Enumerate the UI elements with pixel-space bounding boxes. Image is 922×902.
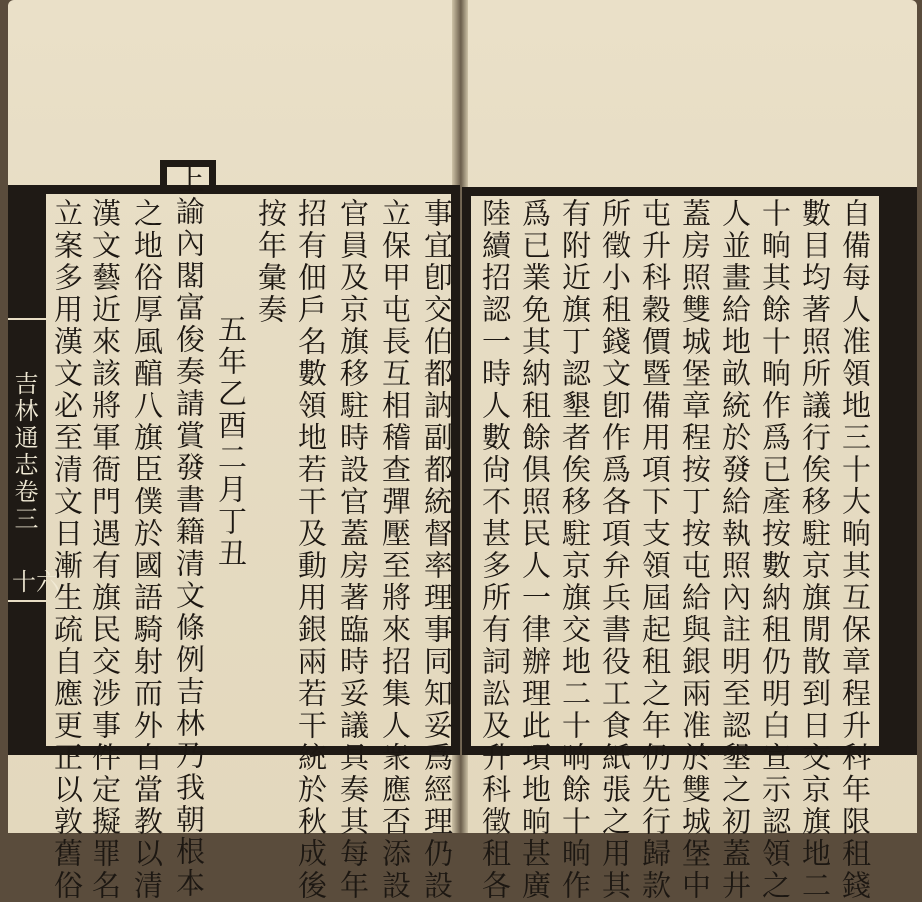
right-col-5: 蓋房照雙城堡章程按丁按屯給與銀兩准於雙城堡中 <box>678 198 712 902</box>
right-col-8: 有附近旗丁認墾者俟移駐京旗交地二十晌餘十晌作 <box>558 198 592 902</box>
left-col-8: 之地俗厚風醕八旗臣僕於國語騎射而外自當教以清 <box>130 198 164 902</box>
book-title-band: 吉林通志卷三 <box>10 371 38 533</box>
fish-tail-bottom <box>8 600 46 616</box>
left-col-3: 官員及京旗移駐時設官蓋房著臨時妥議具奏其每年 <box>336 198 370 902</box>
right-col-4: 人並畫給地畝統於發給執照內註明至認墾之初蓋井 <box>718 198 752 902</box>
left-col-2: 立保甲屯長互相稽查彈壓至將來招集人衆應否添設 <box>378 198 412 902</box>
left-col-10: 立案多用漢文必至清文日漸生疏自應更正以敦舊俗 <box>50 198 84 902</box>
right-col-1: 自備每人准領地三十大晌其互保章程升科年限租錢 <box>838 198 872 902</box>
left-col-1: 事宜卽交伯都訥副都統督率理事同知妥爲經理仍設 <box>420 198 454 902</box>
right-col-6: 屯升科穀價暨備用項下支領屆起租之年仍先行歸款 <box>638 198 672 902</box>
right-col-10: 陸續招認一時人數尙不甚多所有詞訟及升科徵租各 <box>478 198 512 902</box>
right-col-7: 所徵小租錢文卽作爲各項弁兵書役工食紙張之用其 <box>598 198 632 902</box>
right-col-3: 十晌其餘十晌作爲已產按數納租仍明白宣示認領之 <box>758 198 792 902</box>
right-margin-band <box>879 194 917 746</box>
folio-number: 十六 <box>12 568 60 596</box>
left-col-7: 上諭內閣富俊奏請賞發書籍清文條例吉林乃我朝根本 <box>172 164 206 900</box>
right-col-9: 爲已業免其納租餘俱照民人一律辦理此項地晌甚廣 <box>518 198 552 902</box>
left-col-9: 漢文藝近來該將軍衙門遇有旗民交涉事件定擬罪名 <box>88 198 122 902</box>
left-col-6: 五年乙酉二月丁丑 <box>214 314 248 570</box>
right-col-2: 數目均著照所議行俟移駐京旗閒散到日交京旗地二 <box>798 198 832 902</box>
left-col-4: 招有佃戶名數領地若干及動用銀兩若干統於秋成後 <box>294 198 328 902</box>
left-col-5: 按年彙奏 <box>254 198 288 326</box>
